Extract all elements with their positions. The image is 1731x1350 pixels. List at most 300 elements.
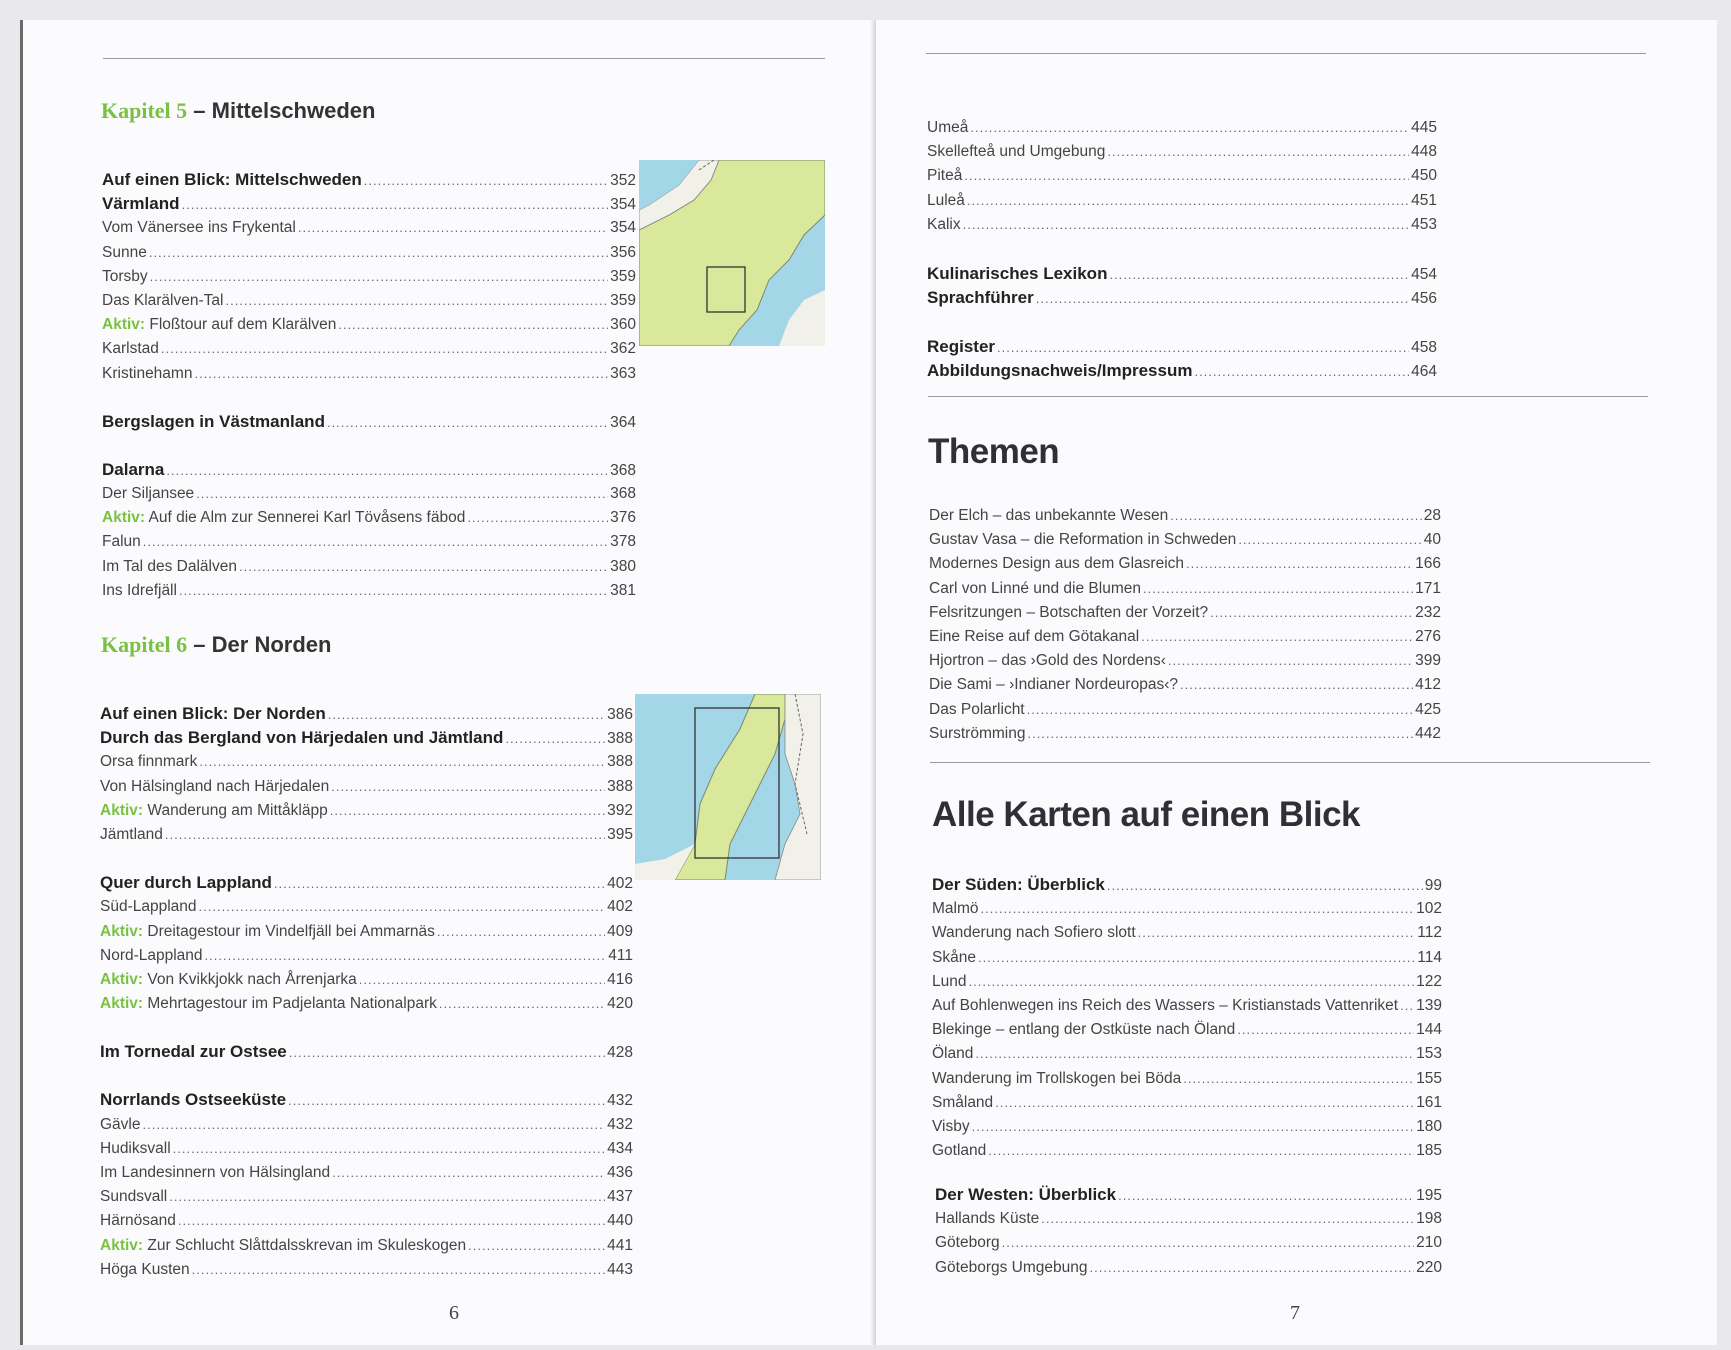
toc-entry-title — [100, 1040, 287, 1064]
dot-leader — [981, 897, 1415, 921]
toc-entry — [102, 265, 636, 289]
toc-entry — [929, 698, 1441, 722]
toc-entry-title — [929, 698, 1025, 722]
dot-leader — [225, 289, 608, 313]
toc-entry — [932, 921, 1442, 945]
toc-entry-title — [100, 944, 203, 968]
toc-entry-text: Torsby — [102, 267, 148, 285]
toc-entry-title — [932, 1091, 993, 1115]
toc-entry-title — [932, 946, 976, 970]
toc-entry-title — [100, 726, 503, 750]
toc-entry-text: Im Tal des Dalälven — [102, 557, 237, 575]
toc-page-number: 432 — [607, 1115, 633, 1133]
aktiv-label: Aktiv: — [100, 801, 144, 819]
toc-entry — [100, 823, 633, 847]
chapter-5-heading: Kapitel 5 – Mittelschweden — [101, 98, 376, 123]
toc-entry-title — [102, 555, 237, 579]
toc-page-number: 420 — [607, 995, 633, 1013]
toc-entry-text: Piteå — [927, 167, 963, 185]
toc-entry-text: Kalix — [927, 215, 961, 233]
toc-entry-text: Ins Idrefjäll — [102, 581, 177, 599]
toc-page-number: 453 — [1411, 215, 1437, 233]
chapter-6-heading: Kapitel 6 – Der Norden — [101, 632, 332, 657]
dot-leader — [967, 189, 1409, 213]
toc-entry — [927, 213, 1437, 237]
toc-entry — [102, 362, 636, 386]
rule-themen — [928, 396, 1648, 397]
toc-page-number: 360 — [610, 316, 636, 334]
toc-entry-text: Luleå — [927, 191, 965, 209]
toc-entry-title — [102, 216, 296, 240]
toc-page-number: 195 — [1416, 1187, 1442, 1204]
toc-entry-title — [932, 897, 979, 921]
toc-entry-title — [100, 992, 437, 1016]
toc-entry — [927, 164, 1437, 188]
map-mittelschweden — [639, 160, 825, 346]
toc-entry — [100, 1209, 633, 1233]
toc-entry-text: Modernes Design aus dem Glasreich — [929, 555, 1185, 573]
dot-leader — [1041, 1207, 1414, 1231]
toc-entry-text: Lund — [932, 972, 967, 990]
rule-karten — [930, 762, 1650, 763]
toc-entry — [102, 530, 636, 554]
toc-entry — [932, 873, 1442, 897]
toc-page-number: 376 — [610, 509, 636, 527]
toc-entry-title — [100, 1258, 190, 1282]
toc-entry-title — [102, 313, 336, 337]
toc-entry-title — [929, 504, 1168, 528]
toc-entry — [100, 920, 633, 944]
toc-entry-title — [102, 410, 325, 434]
toc-page-number: 443 — [607, 1260, 633, 1278]
toc-entry — [929, 528, 1441, 552]
toc-entry-title — [100, 871, 272, 895]
toc-page-number: 356 — [610, 243, 636, 261]
toc-entry — [100, 775, 633, 799]
map-der-norden — [635, 694, 821, 880]
toc-entry-text: Auf einen Blick: Der Norden — [100, 704, 326, 723]
karten-west-list — [935, 1183, 1442, 1280]
toc-page-number: 392 — [607, 801, 633, 819]
toc-entry — [100, 1161, 633, 1185]
dot-leader — [328, 703, 605, 727]
toc-entry-text: Kristinehamn — [102, 364, 193, 382]
toc-continuation — [927, 116, 1437, 237]
toc-entry — [102, 555, 636, 579]
toc-entry — [100, 1185, 633, 1209]
dot-leader — [1180, 673, 1413, 697]
toc-page-number: 359 — [610, 267, 636, 285]
toc-entry-title — [102, 362, 192, 386]
toc-entry — [932, 1115, 1442, 1139]
toc-entry-text: Umeå — [927, 119, 969, 136]
toc-entry — [100, 1088, 633, 1112]
toc-page-number: 114 — [1417, 948, 1442, 966]
toc-entry-text: Härnösand — [100, 1212, 176, 1230]
toc-page-number: 40 — [1423, 531, 1441, 549]
dot-leader — [173, 1137, 605, 1161]
toc-entry-text: Im Tornedal zur Ostsee — [100, 1042, 287, 1062]
dot-leader — [169, 1185, 605, 1209]
dot-leader — [997, 336, 1409, 360]
toc-entry-title — [100, 1209, 176, 1233]
toc-entry-title — [102, 168, 362, 192]
toc-entry-text: Register — [927, 337, 996, 356]
toc-page-number: 442 — [1415, 724, 1441, 742]
aktiv-label: Aktiv: — [100, 995, 144, 1013]
dot-leader — [1210, 601, 1413, 625]
toc-entry-text: Göteborg — [935, 1234, 1000, 1252]
toc-entry-text: Auf Bohlenwegen ins Reich des Wassers – Kristianstads Vattenriket — [932, 996, 1399, 1014]
dot-leader — [1027, 698, 1414, 722]
toc-entry-text: Jämtland — [100, 825, 163, 843]
dot-leader — [1400, 994, 1414, 1018]
dot-leader — [1194, 360, 1409, 384]
toc-entry-text: Dalarna — [102, 459, 165, 479]
toc-group — [100, 702, 633, 847]
toc-entry — [102, 216, 636, 240]
toc-entry — [929, 504, 1441, 528]
toc-entry-title — [932, 921, 1136, 945]
dot-leader — [1183, 1067, 1414, 1091]
toc-entry-title — [102, 241, 147, 265]
dot-leader — [437, 920, 605, 944]
toc-page-number: 409 — [607, 922, 633, 940]
toc-page-number: 440 — [607, 1212, 633, 1230]
toc-entry-text: Malmö — [932, 900, 979, 918]
toc-page-number: 412 — [1415, 676, 1441, 694]
toc-entry-text: Auf die Alm zur Sennerei Karl Tövåsens fäbod — [148, 509, 466, 527]
dot-leader — [179, 579, 608, 603]
toc-entry-title — [100, 1113, 141, 1137]
toc-entry-text: Höga Kusten — [100, 1260, 190, 1278]
toc-page-number: 359 — [610, 291, 636, 309]
toc-entry-text: Hallands Küste — [935, 1210, 1040, 1228]
toc-page-number: 198 — [1416, 1210, 1442, 1228]
toc-page-number: 161 — [1416, 1093, 1442, 1111]
toc-group — [100, 871, 633, 1016]
toc-entry-text: Skellefteå und Umgebung — [927, 143, 1106, 161]
toc-entry-title — [929, 577, 1141, 601]
dot-leader — [1107, 140, 1409, 164]
dot-leader — [149, 241, 608, 265]
toc-entry-text: Sprachführer — [927, 288, 1034, 308]
toc-entry-title — [927, 359, 1192, 383]
toc-entry-title — [100, 1137, 171, 1161]
dot-leader — [1118, 1184, 1414, 1208]
themen-title: Themen — [928, 432, 1060, 471]
toc-entry-text: Gustav Vasa – die Reformation in Schweden — [929, 531, 1237, 549]
toc-entry — [102, 482, 636, 506]
toc-entry-text: Das Polarlicht — [929, 700, 1025, 718]
toc-entry-title — [927, 189, 965, 213]
toc-entry-title — [102, 289, 223, 313]
toc-entry-title — [932, 873, 1105, 897]
toc-entry-text: Das Klarälven-Tal — [102, 291, 224, 309]
toc-entry — [932, 1018, 1442, 1042]
toc-entry — [100, 871, 633, 895]
toc-entry — [929, 649, 1441, 673]
toc-page-number: 445 — [1411, 119, 1437, 136]
dot-leader — [1237, 1018, 1414, 1042]
toc-page-number: 456 — [1411, 290, 1437, 308]
toc-entry-title — [929, 649, 1166, 673]
toc-page-number: 99 — [1424, 877, 1442, 894]
toc-entry-title — [932, 1139, 986, 1163]
toc-entry-title — [927, 335, 995, 359]
toc-entry — [100, 992, 633, 1016]
toc-page-number: 210 — [1416, 1234, 1442, 1252]
toc-page-number: 166 — [1415, 555, 1441, 573]
dot-leader — [1170, 504, 1421, 528]
toc-page-number: 386 — [607, 706, 633, 723]
toc-page-number: 399 — [1415, 652, 1441, 670]
toc-entry-text: Kulinarisches Lexikon — [927, 264, 1108, 283]
toc-entry-title — [935, 1207, 1039, 1231]
toc-entry — [100, 799, 633, 823]
toc-entry-title — [932, 1042, 973, 1066]
toc-entry-text: Göteborgs Umgebung — [935, 1258, 1088, 1276]
toc-entry-title — [100, 823, 163, 847]
toc-entry-text: Mehrtagestour im Padjelanta Nationalpark — [147, 995, 437, 1013]
toc-page-number: 378 — [610, 533, 636, 551]
toc-page-number: 112 — [1417, 924, 1442, 942]
toc-entry — [100, 1258, 633, 1282]
toc-entry-text: Der Elch – das unbekannte Wesen — [929, 507, 1169, 524]
dot-leader — [166, 459, 608, 483]
toc-page-number: 363 — [610, 364, 636, 382]
toc-entry-title — [929, 722, 1025, 746]
toc-page-number: 364 — [610, 413, 636, 431]
toc-page-number: 434 — [607, 1139, 633, 1157]
toc-entry-text: Gotland — [932, 1142, 987, 1160]
toc-entry-title — [102, 458, 164, 482]
toc-page-number: 171 — [1415, 579, 1441, 597]
toc-entry — [935, 1183, 1442, 1207]
toc-entry-text: Auf einen Blick: Mittelschweden — [102, 170, 362, 189]
toc-page-number: 155 — [1416, 1069, 1442, 1087]
toc-entry — [932, 1042, 1442, 1066]
toc-entry-text: Hudiksvall — [100, 1139, 171, 1157]
toc-entry — [929, 577, 1441, 601]
dot-leader — [199, 750, 605, 774]
toc-entry — [932, 970, 1442, 994]
dot-leader — [1090, 1256, 1415, 1280]
toc-entry-text: Der Westen: Überblick — [935, 1185, 1117, 1204]
dot-leader — [178, 1209, 605, 1233]
toc-entry-title — [932, 1115, 970, 1139]
toc-entry-title — [929, 625, 1139, 649]
dot-leader — [331, 775, 605, 799]
toc-entry-text: Wanderung im Trollskogen bei Böda — [932, 1069, 1182, 1087]
dot-leader — [975, 1042, 1414, 1066]
toc-entry — [102, 458, 636, 482]
toc-page-number: 416 — [607, 970, 633, 988]
dot-leader — [1238, 528, 1421, 552]
toc-entry-title — [100, 750, 197, 774]
toc-entry-title — [100, 1161, 330, 1185]
toc-entry-text: Im Landesinnern von Hälsingland — [100, 1164, 331, 1181]
toc-entry — [927, 116, 1437, 140]
toc-page-number: 28 — [1423, 507, 1441, 524]
toc-entry-text: Norrlands Ostseeküste — [100, 1090, 287, 1110]
toc-entry-text: Felsritzungen – Botschaften der Vorzeit? — [929, 603, 1209, 621]
toc-page-number: 451 — [1411, 191, 1437, 209]
dot-leader — [274, 872, 605, 896]
toc-page-number: 122 — [1416, 972, 1442, 990]
dot-leader — [1109, 263, 1409, 287]
top-rule-right — [926, 53, 1646, 54]
toc-entry-text: Surströmming — [929, 724, 1026, 742]
dot-leader — [988, 1139, 1414, 1163]
dot-leader — [199, 895, 606, 919]
toc-entry-title — [102, 579, 177, 603]
toc-entry-title — [100, 1185, 167, 1209]
toc-entry-title — [932, 1018, 1235, 1042]
page-number-left: 6 — [449, 1302, 459, 1324]
toc-entry-text: Falun — [102, 533, 141, 551]
toc-page-number: 388 — [607, 777, 633, 795]
toc-entry-title — [102, 192, 179, 216]
toc-entry-text: Der Siljansee — [102, 485, 195, 503]
toc-entry-title — [927, 116, 968, 140]
toc-entry-title — [927, 213, 961, 237]
dot-leader — [205, 944, 607, 968]
toc-entry-text: Carl von Linné und die Blumen — [929, 579, 1141, 597]
toc-entry — [935, 1231, 1442, 1255]
toc-entry-text: Gävle — [100, 1115, 141, 1133]
toc-entry-title — [927, 140, 1105, 164]
toc-entry — [100, 895, 633, 919]
toc-entry-title — [929, 528, 1236, 552]
toc-entry-text: Von Kvikkjokk nach Årrenjarka — [147, 970, 357, 988]
toc-entry-title — [102, 265, 148, 289]
toc-entry-title — [929, 552, 1184, 576]
toc-entry-text: Die Sami – ›Indianer Nordeuropas‹? — [929, 676, 1178, 694]
dot-leader — [1138, 921, 1416, 945]
dot-leader — [1186, 552, 1413, 576]
dot-leader — [239, 555, 608, 579]
toc-entry-text: Hjortron – das ›Gold des Nordens‹ — [929, 652, 1166, 670]
toc-entry-text: Zur Schlucht Slåttdalsskrevan im Skuleskogen — [147, 1236, 467, 1254]
toc-entry — [100, 944, 633, 968]
toc-page-number: 368 — [610, 461, 636, 479]
dot-leader — [289, 1041, 605, 1065]
toc-page-number: 432 — [607, 1092, 633, 1110]
toc-entry — [932, 1091, 1442, 1115]
toc-entry — [102, 337, 636, 361]
dot-leader — [439, 992, 605, 1016]
dot-leader — [963, 213, 1410, 237]
chapter-6-toc — [100, 702, 633, 1282]
dot-leader — [1143, 577, 1413, 601]
dot-leader — [995, 1091, 1414, 1115]
toc-entry-title — [102, 482, 194, 506]
toc-page-number: 102 — [1416, 900, 1442, 918]
dot-leader — [332, 1161, 605, 1185]
aktiv-label: Aktiv: — [102, 509, 146, 527]
toc-page-number: 232 — [1415, 603, 1441, 621]
toc-entry-title — [100, 895, 197, 919]
toc-page-number: 180 — [1416, 1117, 1442, 1135]
toc-entry-title — [927, 164, 962, 188]
dot-leader — [359, 968, 605, 992]
toc-entry — [927, 262, 1437, 286]
toc-entry-text: Visby — [932, 1117, 970, 1135]
dot-leader — [1036, 287, 1409, 311]
toc-page-number: 388 — [607, 753, 633, 771]
toc-page-number: 436 — [607, 1164, 633, 1181]
dot-leader — [338, 313, 608, 337]
dot-leader — [1107, 874, 1423, 898]
toc-entry-title — [100, 799, 328, 823]
toc-entry — [102, 506, 636, 530]
toc-entry-text: Dreitagestour im Vindelfjäll bei Ammarnäs — [147, 922, 435, 940]
dot-leader — [968, 970, 1414, 994]
toc-entry-text: Wanderung nach Sofiero slott — [932, 924, 1136, 942]
toc-page-number: 411 — [608, 946, 633, 964]
toc-entry-text: Quer durch Lappland — [100, 873, 272, 893]
toc-page-number: 395 — [607, 825, 633, 843]
toc-page-number: 388 — [607, 730, 633, 748]
toc-entry — [927, 359, 1437, 383]
toc-page-number: 402 — [607, 875, 633, 893]
toc-entry — [935, 1207, 1442, 1231]
toc-entry — [100, 702, 633, 726]
dot-leader — [143, 530, 608, 554]
toc-page-number: 448 — [1411, 143, 1437, 161]
dot-leader — [288, 1089, 605, 1113]
toc-entry — [927, 335, 1437, 359]
page-number-right: 7 — [1290, 1302, 1300, 1324]
toc-lexikon — [927, 262, 1437, 310]
toc-entry-text: Sundsvall — [100, 1188, 168, 1206]
toc-page-number: 425 — [1415, 700, 1441, 718]
toc-entry-title — [102, 530, 141, 554]
left-page — [20, 20, 879, 1345]
dot-leader — [330, 799, 605, 823]
toc-page-number: 402 — [607, 898, 633, 916]
toc-entry-text: Värmland — [102, 194, 180, 214]
toc-entry-title — [929, 673, 1178, 697]
toc-group — [100, 1088, 633, 1282]
toc-entry-title — [929, 601, 1208, 625]
toc-entry-text: Blekinge – entlang der Ostküste nach Öland — [932, 1021, 1236, 1039]
toc-entry-text: Nord-Lappland — [100, 946, 203, 964]
toc-page-number: 381 — [610, 581, 636, 599]
dot-leader — [505, 727, 605, 751]
dot-leader — [1168, 649, 1413, 673]
dot-leader — [1027, 722, 1413, 746]
toc-page-number: 153 — [1416, 1045, 1442, 1063]
toc-entry-text: Sunne — [102, 243, 147, 261]
toc-entry — [102, 410, 636, 434]
toc-entry — [929, 601, 1441, 625]
toc-page-number: 354 — [610, 196, 636, 214]
toc-entry-text: Durch das Bergland von Härjedalen und Jämtland — [100, 728, 504, 748]
toc-entry — [102, 289, 636, 313]
toc-page-number: 276 — [1415, 627, 1441, 645]
toc-page-number: 428 — [607, 1044, 633, 1062]
toc-entry-title — [100, 775, 329, 799]
toc-group — [102, 458, 636, 603]
toc-entry — [932, 1139, 1442, 1163]
toc-page-number: 450 — [1411, 167, 1437, 185]
toc-page-number: 437 — [607, 1188, 633, 1206]
toc-page-number: 144 — [1416, 1021, 1442, 1039]
dot-leader — [298, 216, 608, 240]
toc-entry-title — [927, 262, 1107, 286]
